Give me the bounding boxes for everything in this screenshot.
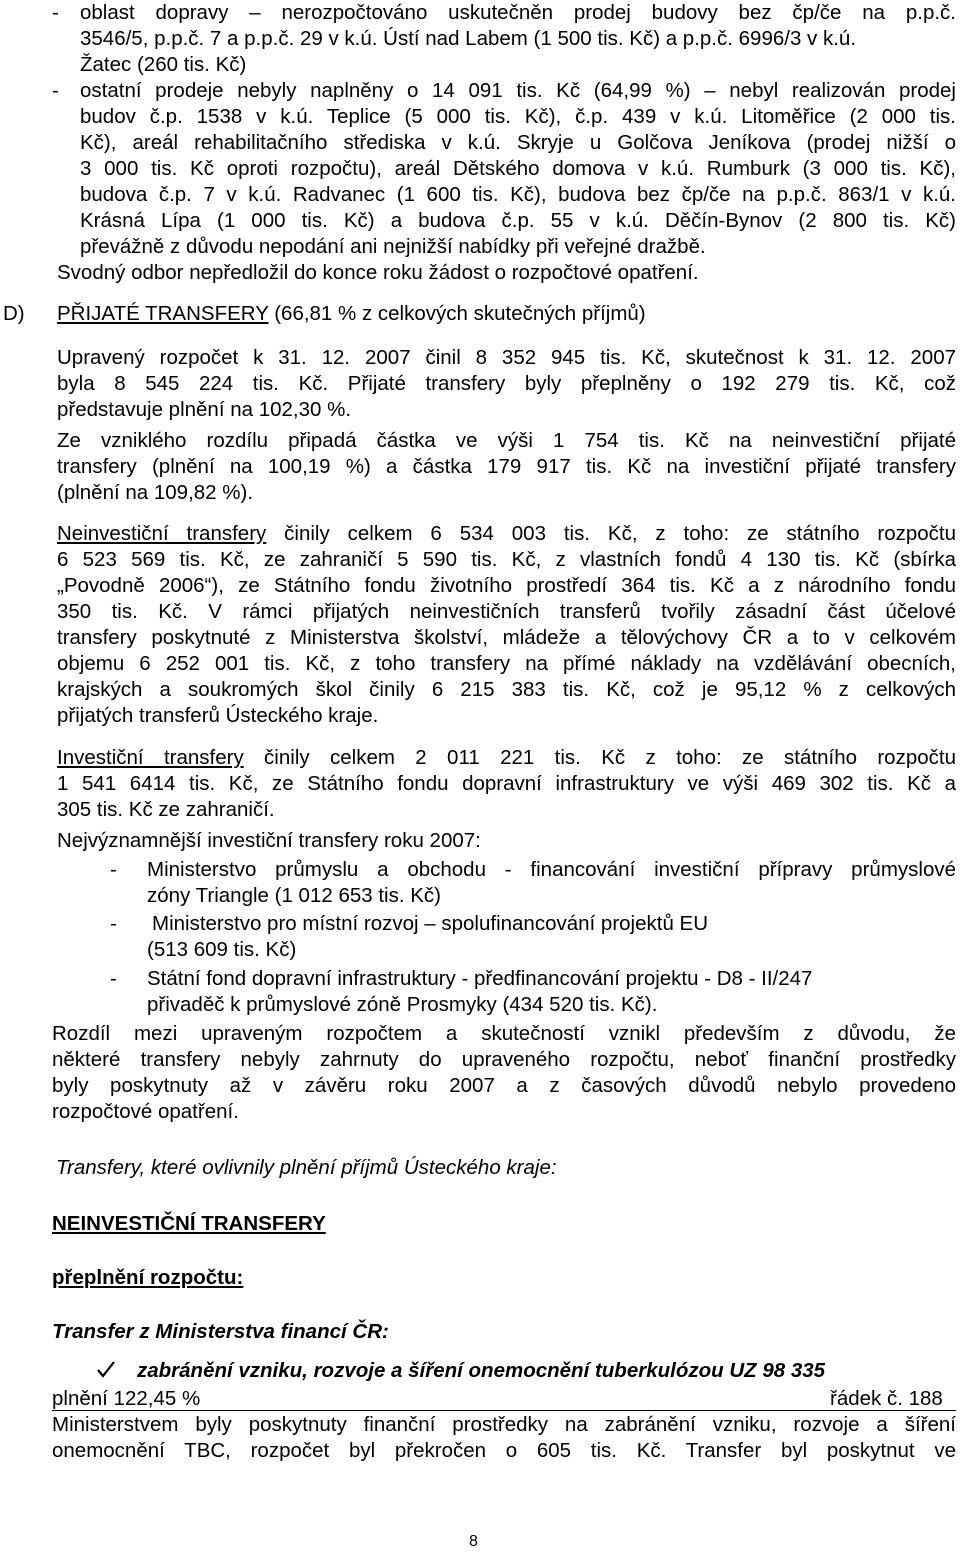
paragraph-line: byla 8 545 224 tis. Kč. Přijaté transfery byly přeplněny o 192 279 tis. Kč, což bbox=[57, 372, 956, 395]
transfers-intro: Transfery, které ovlivnily plnění příjmů Ústeckého kraje: bbox=[56, 1156, 557, 1179]
invest-label: Investiční transfery bbox=[57, 746, 244, 769]
paragraph-line: některé transfery nebyly zahrnuty do upraveného rozpočtu, neboť finanční prostředky bbox=[52, 1048, 956, 1071]
paragraph-line: rozpočtové opatření. bbox=[52, 1100, 239, 1123]
paragraph-line: přijatých transferů Ústeckého kraje. bbox=[57, 704, 379, 727]
paragraph-line: Upravený rozpočet k 31. 12. 2007 činil 8 352 945 tis. Kč, skutečnost k 31. 12. 2007 bbox=[57, 346, 956, 369]
paragraph-line: byly poskytnuty až v závěru roku 2007 a z časových důvodů nebylo provedeno bbox=[52, 1074, 956, 1097]
list-item-line: ostatní prodeje nebyly naplněny o 14 091 tis. Kč (64,99 %) – nebyl realizován prodej bbox=[80, 79, 956, 102]
page-number: 8 bbox=[469, 1533, 478, 1550]
paragraph-line: 1 541 6414 tis. Kč, ze Státního fondu dopravní infrastruktury ve výši 469 302 tis. Kč a bbox=[57, 772, 956, 795]
paragraph-line: (plnění na 109,82 %). bbox=[57, 481, 254, 504]
list-item-line: přivaděč k průmyslové zóně Prosmyky (434 520 tis. Kč). bbox=[147, 993, 658, 1016]
list-item-line: oblast dopravy – nerozpočtováno uskutečněn prodej budovy bez čp/če na p.p.č. bbox=[80, 1, 956, 24]
section-heading-subtitle: (66,81 % z celkových skutečných příjmů) bbox=[268, 302, 646, 325]
paragraph-line: představuje plnění na 102,30 %. bbox=[57, 398, 352, 421]
list-item-line: Ministerstvo pro místní rozvoj – spolufinancování projektů EU bbox=[152, 912, 709, 935]
paragraph-line: transfery poskytnuté z Ministerstva školství, mládeže a tělovýchovy ČR a to v celkovém bbox=[57, 626, 956, 649]
paragraph-line bbox=[57, 521, 956, 547]
list-dash: - bbox=[52, 79, 59, 102]
paragraph-text: činily celkem 2 011 221 tis. Kč z toho: ze státního rozpočtu bbox=[243, 746, 956, 769]
list-item-line: Žatec (260 tis. Kč) bbox=[80, 53, 247, 76]
list-item-line: Kč), areál rehabilitačního střediska v k.ú. Skryje u Golčova Jeníkova (prodej nižší o bbox=[80, 131, 956, 154]
list-item-line: budov č.p. 1538 v k.ú. Teplice (5 000 tis. Kč), č.p. 439 v k.ú. Litoměřice (2 000 tis. bbox=[80, 105, 956, 128]
list-item-line: Státní fond dopravní infrastruktury - předfinancování projektu - D8 - II/247 bbox=[147, 967, 813, 990]
paragraph-line: Ze vzniklého rozdílu připadá částka ve výši 1 754 tis. Kč na neinvestiční přijaté bbox=[57, 429, 956, 452]
heading-overfill: přeplnění rozpočtu: bbox=[52, 1266, 244, 1289]
paragraph-line: 6 523 569 tis. Kč, ze zahraničí 5 590 tis. Kč, z vlastních fondů 4 130 tis. Kč (sbírka bbox=[57, 548, 956, 571]
transfer-item-title: zabránění vzniku, rozvoje a šíření onemocnění tuberkulózou UZ 98 335 bbox=[137, 1359, 826, 1382]
paragraph-line: krajských a soukromých škol činily 6 215 383 tis. Kč, což je 95,12 % z celkových bbox=[57, 678, 956, 701]
row-number: řádek č. 188 bbox=[830, 1387, 943, 1410]
list-item-line: Krásná Lípa (1 000 tis. Kč) a budova č.p. 55 v k.ú. Děčín-Bynov (2 800 tis. Kč) bbox=[80, 209, 956, 232]
list-dash: - bbox=[110, 912, 117, 935]
list-item-line: 3546/5, p.p.č. 7 a p.p.č. 29 v k.ú. Ústí nad Labem (1 500 tis. Kč) a p.p.č. 6996/3 v k.ú. bbox=[80, 27, 857, 50]
heading-ministry: Transfer z Ministerstva financí ČR: bbox=[52, 1320, 389, 1343]
paragraph-line: objemu 6 252 001 tis. Kč, z toho transfery na přímé náklady na vzdělávání obecních, bbox=[57, 652, 956, 675]
paragraph-line bbox=[57, 745, 956, 771]
paragraph-line: onemocnění TBC, rozpočet byl překročen o 605 tis. Kč. Transfer byl poskytnut ve bbox=[52, 1439, 956, 1462]
list-dash: - bbox=[110, 967, 117, 990]
list-item-line: 3 000 tis. Kč oproti rozpočtu), areál Dětského domova v k.ú. Rumburk (3 000 tis. Kč), bbox=[80, 157, 956, 180]
list-dash: - bbox=[52, 1, 59, 24]
paragraph-line: Rozdíl mezi upraveným rozpočtem a skutečností vznikl především z důvodu, že bbox=[52, 1022, 956, 1045]
list-dash: - bbox=[110, 858, 117, 881]
fulfilment-text: plnění 122,45 % bbox=[52, 1387, 201, 1410]
paragraph-line: transfery (plnění na 100,19 %) a částka 179 917 tis. Kč na investiční přijaté transfery bbox=[57, 455, 956, 478]
heading-neinvest: NEINVESTIČNÍ TRANSFERY bbox=[52, 1212, 326, 1235]
checkmark-icon bbox=[95, 1358, 117, 1382]
list-item-line: (513 609 tis. Kč) bbox=[147, 938, 297, 961]
paragraph-text: činily celkem 6 534 003 tis. Kč, z toho: ze státního rozpočtu bbox=[266, 522, 957, 545]
list-item-line: převážně z důvodu nepodání ani nejnižší nabídky při veřejné dražbě. bbox=[80, 235, 706, 258]
paragraph-line: „Povodně 2006“), ze Státního fondu životního prostředí 364 tis. Kč a z národního fondu bbox=[57, 574, 956, 597]
paragraph-line: 305 tis. Kč ze zahraničí. bbox=[57, 798, 275, 821]
list-item-line: budova č.p. 7 v k.ú. Radvanec (1 600 tis. Kč), budova bez čp/če na p.p.č. 863/1 v k.ú. bbox=[80, 183, 956, 206]
section-heading-title: PŘIJATÉ TRANSFERY bbox=[57, 302, 269, 325]
note-text: Svodný odbor nepředložil do konce roku žádost o rozpočtové opatření. bbox=[57, 261, 699, 284]
section-heading bbox=[57, 301, 646, 327]
divider bbox=[52, 1410, 956, 1411]
paragraph-line: Ministerstvem byly poskytnuty finanční prostředky na zabránění vzniku, rozvoje a šíření bbox=[52, 1413, 956, 1436]
neinvest-label: Neinvestiční transfery bbox=[57, 522, 267, 545]
paragraph-line: Nejvýznamnější investiční transfery roku 2007: bbox=[57, 829, 481, 852]
section-letter: D) bbox=[3, 302, 25, 325]
list-item-line: Ministerstvo průmyslu a obchodu - financování investiční přípravy průmyslové bbox=[147, 858, 956, 881]
list-item-line: zóny Triangle (1 012 653 tis. Kč) bbox=[147, 884, 441, 907]
checkmark-bullet-icon bbox=[95, 1358, 117, 1389]
paragraph-line: 350 tis. Kč. V rámci přijatých neinvestičních transferů tvořily zásadní část účelové bbox=[57, 600, 956, 623]
